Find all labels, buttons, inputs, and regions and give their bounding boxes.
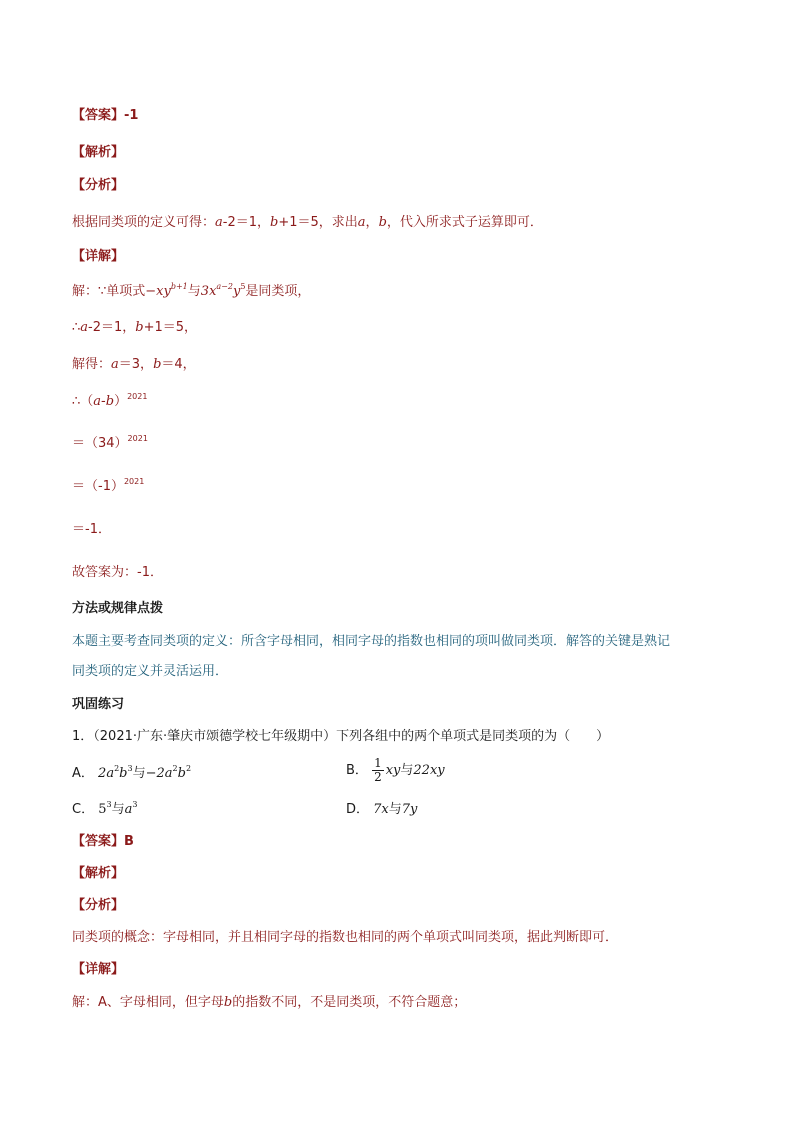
solution-line-2: ∴a-2＝1，b+1＝5， — [72, 320, 198, 335]
analysis-header: 【解析】 — [72, 145, 125, 160]
solution-line-3: 解得：a＝3，b＝4， — [72, 357, 196, 372]
solution-line-7: ＝-1． — [72, 522, 111, 537]
method-line-1: 本题主要考查同类项的定义：所含字母相同，相同字母的指数也相同的项叫做同类项．解答的关键是熟记 — [72, 634, 671, 649]
option-c: C． $5^3$与$a^3$ — [72, 800, 138, 817]
option-b: B． $\frac{1}{2}$ xy与22xy — [346, 756, 445, 784]
option-d: D． 7x与7y — [346, 802, 418, 817]
solution-line-8: 故答案为：-1． — [72, 565, 163, 580]
solution-2-line-1: 解：A、字母相同，但字母b的指数不同，不是同类项，不符合题意； — [72, 995, 467, 1010]
xiangjie-2-header: 【详解】 — [72, 962, 125, 977]
solution-line-5: $=(34)^{2021}$ — [72, 434, 148, 451]
solution-line-4: $\therefore(a-b)^{2021}$ — [72, 392, 148, 409]
option-a: A． $2a^2b^3$与$-2a^2b^2$ — [72, 764, 192, 781]
fenxi-2-text: 同类项的概念：字母相同，并且相同字母的指数也相同的两个单项式叫同类项，据此判断即可． — [72, 930, 619, 945]
method-line-2: 同类项的定义并灵活运用． — [72, 664, 229, 679]
method-title: 方法或规律点拨 — [72, 601, 164, 616]
fenxi-2-header: 【分析】 — [72, 898, 125, 913]
answer-2-line: 【答案】B — [72, 834, 134, 849]
solution-line-6: $=(-1)^{2021}$ — [72, 477, 145, 494]
practice-title: 巩固练习 — [72, 697, 125, 712]
fraction: $\frac{1}{2}$ — [374, 756, 382, 784]
fenxi-text: 根据同类项的定义可得：a-2＝1，b+1＝5，求出a，b，代入所求式子运算即可． — [72, 215, 543, 230]
xiangjie-header: 【详解】 — [72, 249, 125, 264]
fenxi-header: 【分析】 — [72, 178, 125, 193]
question-1: 1．（2021·广东·肇庆市颂德学校七年级期中）下列各组中的两个单项式是同类项的为（ ） — [72, 729, 610, 744]
answer-line: 【答案】-1 — [72, 108, 139, 123]
solution-line-1: 解：∵单项式$-xy^{b+1}$与$3x^{a-2}y^5$是同类项， — [72, 282, 311, 299]
analysis-2-header: 【解析】 — [72, 866, 125, 881]
